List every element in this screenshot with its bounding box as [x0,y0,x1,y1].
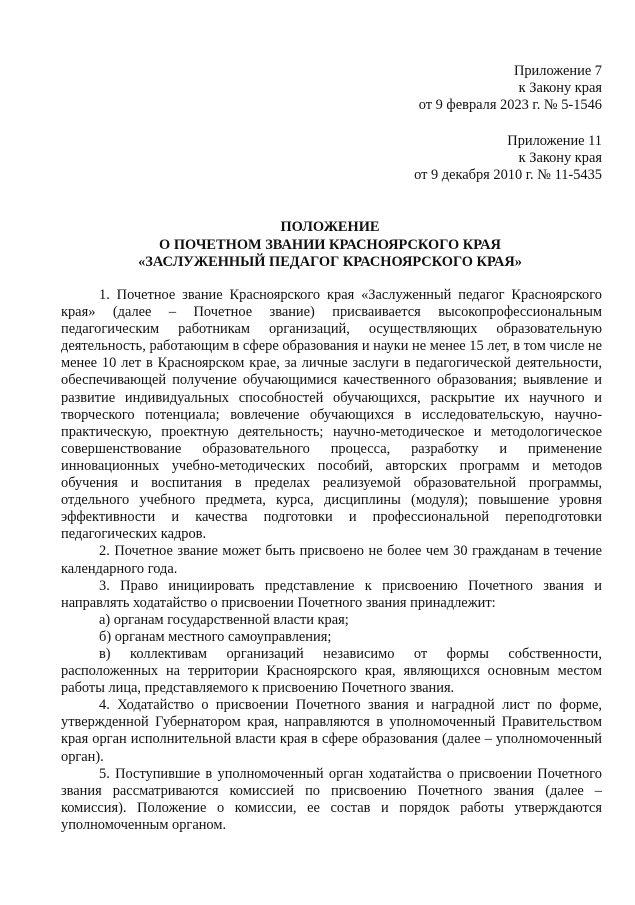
paragraph-1: 1. Почетное звание Красноярского края «Заслуженный педагог Красноярского края» (далее – Почетное звание) присваивается высокопрофессиональным педагогическим работникам организаций, осуществляющих образовательную деятельность, работающим в сфере образования и науки не менее 15 лет, в том числе не менее 10 лет в Красноярском крае, за личные заслуги в педагогической деятельности, обеспечивающей получение обучающимися качественного образования; выявление и развитие индивидуальных способностей обучающихся, раскрытие их научного и творческого потенциала; вовлечение обучающихся в исследовательскую, научно-практическую, проектную деятельность; научно-методическое и методологическое совершенствование образовательного процесса, разработку и применение инновационных учебно-методических пособий, авторских программ и методов обучения и воспитания в пределах реализуемой образовательной программы, отдельного учебного предмета, курса, дисциплины (модуля); повышение уровня эффективности и качества подготовки и профессиональной переподготовки педагогических кадров. [61,287,602,543]
list-item-c: в) коллективам организаций независимо от формы собственности, расположенных на территории Красноярского края, являющихся основным местом работы лица, представляемого к присвоению Почетного звания. [61,645,602,697]
annex-law-date: от 9 декабря 2010 г. № 11-5435 [414,167,602,184]
annex-law-date: от 9 февраля 2023 г. № 5-1546 [418,97,602,114]
list-item-a: а) органам государственной власти края; [99,611,349,628]
title-line-1: ПОЛОЖЕНИЕ [280,219,380,235]
list-item-b: б) органам местного самоуправления; [99,628,332,645]
document-body [61,287,602,834]
paragraph-5: 5. Поступившие в уполномоченный орган ходатайства о присвоении Почетного звания рассматриваются комиссией по присвоению Почетного звания (далее – комиссия). Положение о комиссии, ее состав и порядок работы утверждаются уполномоченным органом. [61,765,602,833]
title-line-2: О ПОЧЕТНОМ ЗВАНИИ КРАСНОЯРСКОГО КРАЯ [159,236,501,253]
annex-law-ref: к Закону края [518,150,602,167]
annex-header-original [414,133,602,184]
annex-number: Приложение 11 [507,133,602,149]
annex-law-ref: к Закону края [518,80,602,97]
annex-number: Приложение 7 [513,63,602,79]
paragraph-2: 2. Почетное звание может быть присвоено не более чем 30 гражданам в течение календарного года. [61,543,602,577]
document-title [60,219,600,272]
paragraph-3: 3. Право инициировать представление к присвоению Почетного звания и направлять ходатайство о присвоении Почетного звания принадлежит: [61,577,602,611]
title-line-3: «ЗАСЛУЖЕННЫЙ ПЕДАГОГ КРАСНОЯРСКОГО КРАЯ» [138,254,522,270]
paragraph-4: 4. Ходатайство о присвоении Почетного звания и наградной лист по форме, утвержденной Губернатором края, направляются в уполномоченный Правительством края орган исполнительной власти края в сфере образования (далее – уполномоченный орган). [61,697,602,765]
annex-header-current [419,63,602,114]
